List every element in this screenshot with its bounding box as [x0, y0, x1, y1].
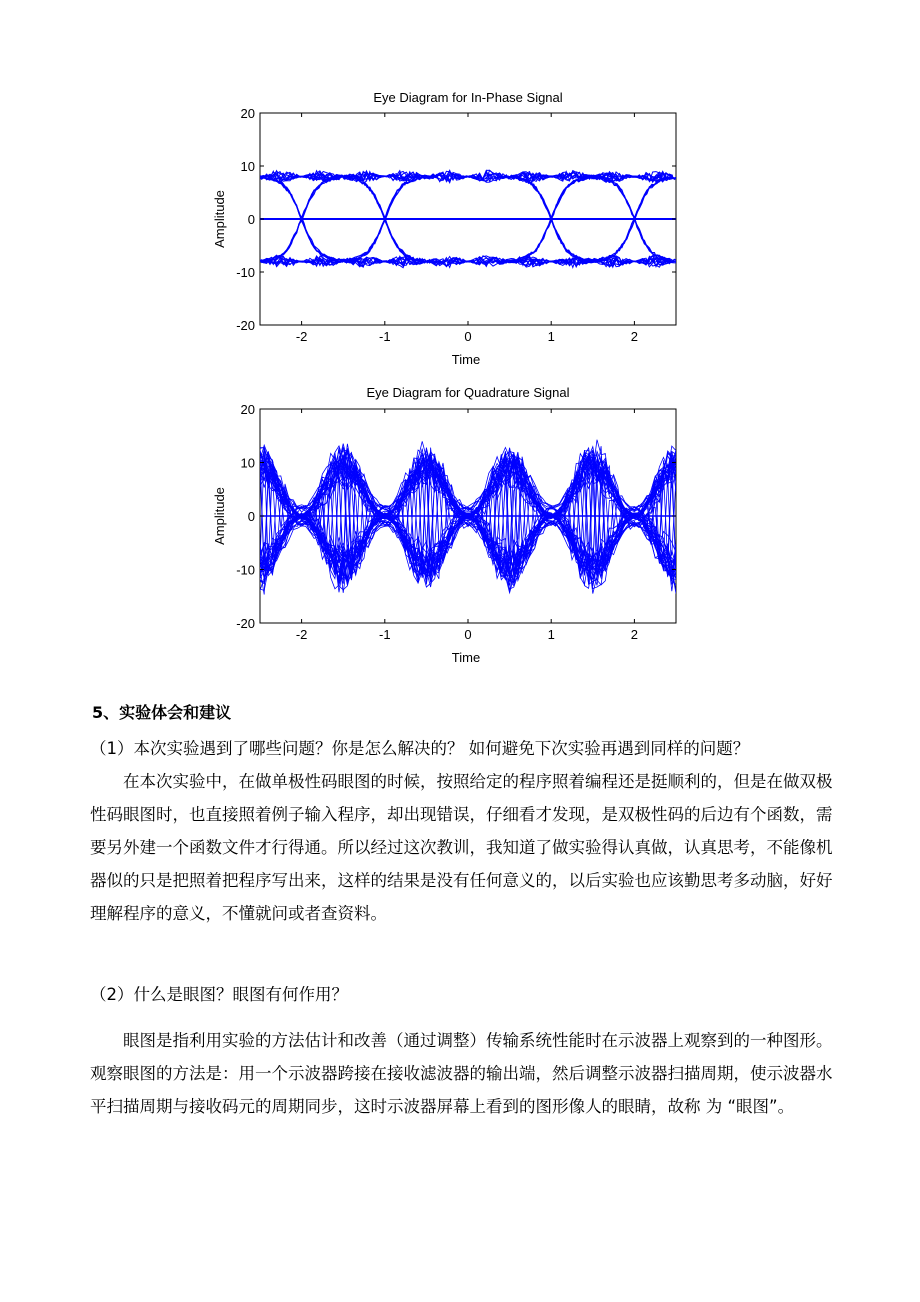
chart-title: Eye Diagram for Quadrature Signal	[366, 385, 570, 400]
x-tick-label: 0	[464, 329, 472, 344]
y-tick-label: 0	[247, 509, 255, 524]
eye-diagram-quadrature-chart	[200, 380, 700, 670]
x-tick-label: 2	[630, 329, 639, 344]
section-heading: 5、实验体会和建议	[92, 703, 232, 722]
x-tick-label: 1	[547, 329, 555, 344]
y-tick-label: 10	[240, 159, 255, 174]
x-tick-label: 1	[547, 627, 555, 642]
eye-diagram-in-phase-chart	[200, 80, 700, 370]
y-tick-label: 0	[247, 212, 255, 227]
answer-1: 在本次实验中，在做单极性码眼图的时候，按照给定的程序照着编程还是挺顺利的，但是在做双极性码眼图时，也直接照着例子输入程序，却出现错误，仔细看才发现，是双极性码的后边有个函数，需要另外建一个函数文件才行得通。所以经过这次教训，我知道了做实验得认真做，认真思考，不能像机器似的只是把照着把程序写出来，这样的结果是没有任何意义的，以后实验也应该勤思考多动脑，好好理解程序的意义，不懂就问或者查资料。	[90, 772, 833, 923]
y-tick-label: 10	[240, 455, 255, 471]
answer-2: 眼图是指利用实验的方法估计和改善（通过调整）传输系统性能时在示波器上观察到的一种图形。观察眼图的方法是：用一个示波器跨接在接收滤波器的输出端，然后调整示波器扫描周期，使示波器水平扫描周期与接收码元的周期同步，这时示波器屏幕上看到的图形像人的眼睛，故称 为 “眼图”。	[90, 1031, 833, 1116]
x-tick-label: -2	[295, 627, 308, 642]
x-tick-label: -1	[379, 627, 391, 642]
x-tick-label: 0	[464, 627, 472, 642]
x-axis-label: Time	[451, 352, 481, 367]
question-2: （2）什么是眼图？眼图有何作用？	[90, 985, 348, 1004]
y-axis-label: Amplitude	[212, 190, 227, 248]
y-tick-label: 20	[240, 402, 255, 417]
chart-title: Eye Diagram for In-Phase Signal	[373, 90, 563, 105]
x-tick-label: 2	[630, 627, 639, 642]
question-1: （1）本次实验遇到了哪些问题？你是怎么解决的？ 如何避免下次实验再遇到同样的问题？	[90, 739, 750, 758]
x-tick-label: -2	[295, 329, 308, 344]
x-axis-label: Time	[451, 650, 481, 665]
y-axis-label: Amplitude	[212, 487, 227, 545]
y-tick-label: -10	[236, 562, 255, 578]
x-tick-label: -1	[379, 329, 391, 344]
y-tick-label: -20	[236, 318, 255, 333]
y-tick-label: 20	[240, 106, 255, 121]
y-tick-label: -10	[236, 265, 255, 280]
y-tick-label: -20	[236, 616, 255, 631]
